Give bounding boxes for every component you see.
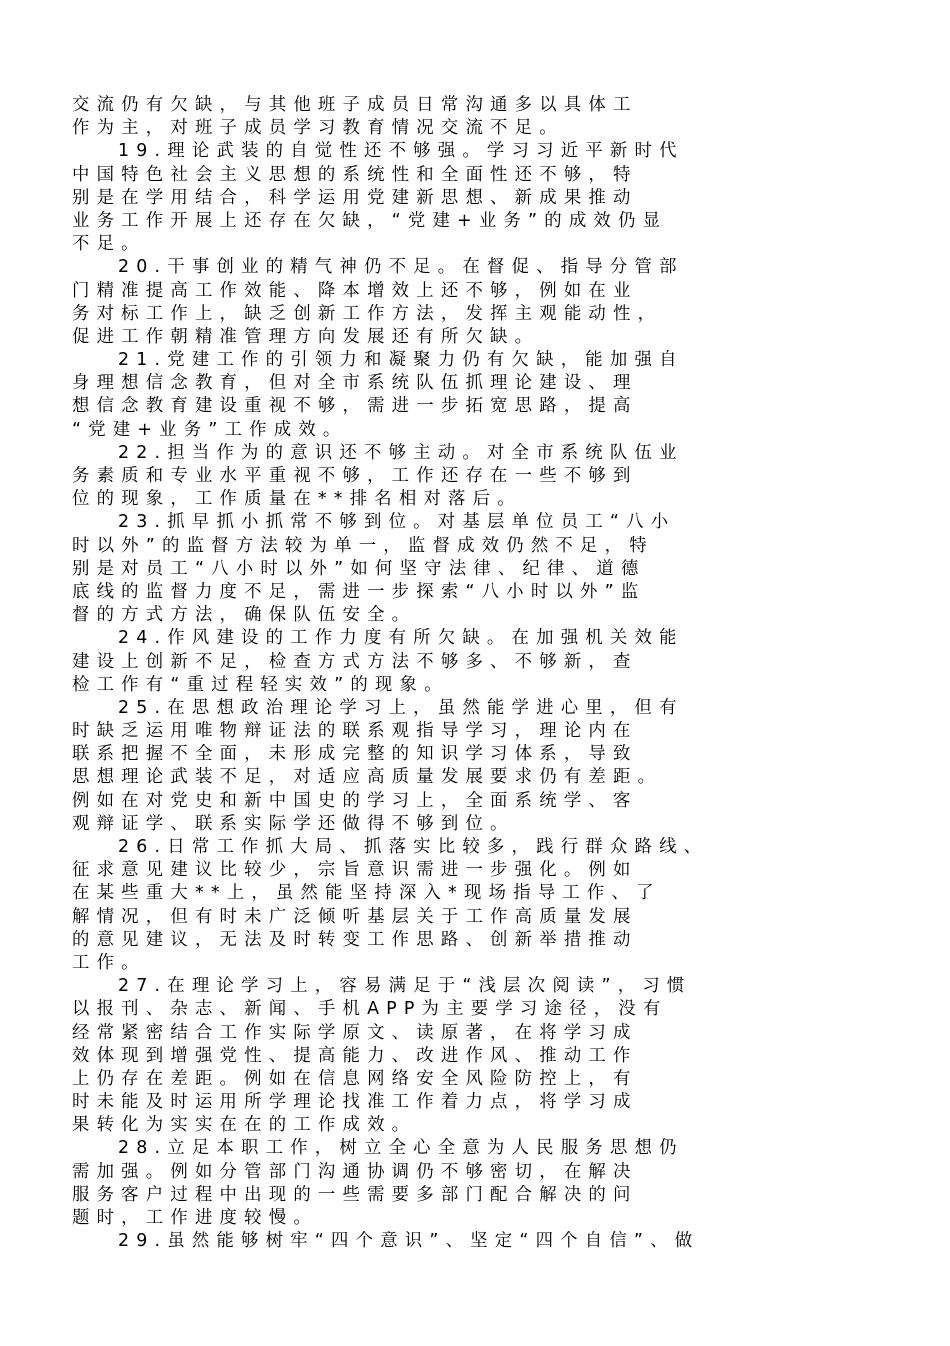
paragraph-line: 交流仍有欠缺，与其他班子成员日常沟通多以具体工	[72, 95, 638, 115]
paragraph-first-line: 25.在思想政治理论学习上，虽然能学进心里，但有	[118, 697, 684, 718]
paragraph-first-line: 24.作风建设的工作力度有所欠缺。在加强机关效能	[118, 628, 684, 649]
paragraph-first-line: 19.理论武装的自觉性还不够强。学习习近平新时代	[118, 141, 684, 162]
paragraph-first-line: 23.抓早抓小抓常不够到位。对基层单位员工“八小	[118, 512, 676, 533]
paragraph-line: 位的现象，工作质量在**排名相对落后。	[72, 489, 522, 510]
document-page	[72, 94, 864, 1253]
paragraph-first-line: 22.担当作为的意识还不够主动。对全市系统队伍业	[118, 442, 684, 463]
paragraph-first-line: 28.立足本职工作，树立全心全意为人民服务思想仍	[118, 1138, 684, 1159]
paragraph-line: 工作。	[72, 952, 146, 973]
paragraph-line: 督的方式方法，确保队伍安全。	[72, 605, 417, 626]
paragraph-line: 作为主，对班子成员学习教育情况交流不足。	[72, 118, 564, 139]
paragraph-line: 时缺乏运用唯物辩证法的联系观指导学习，理论内在	[72, 721, 638, 742]
paragraph-line: 促进工作朝精准管理方向发展还有所欠缺。	[72, 326, 540, 347]
paragraph-line: 服务客户过程中出现的一些需要多部门配合解决的问	[72, 1184, 638, 1205]
paragraph-first-line: 27.在理论学习上，容易满足于“浅层次阅读”，习惯	[118, 976, 692, 997]
paragraph-line: 题时，工作进度较慢。	[72, 1208, 318, 1228]
paragraph-first-line: 21.党建工作的引领力和凝聚力仍有欠缺，能加强自	[118, 350, 684, 371]
paragraph-first-line: 26.日常工作抓大局、抓落实比较多，践行群众路线、	[118, 837, 709, 857]
paragraph-line: 需加强。例如分管部门沟通协调仍不够密切，在解决	[72, 1161, 638, 1182]
paragraph-first-line: 29.虽然能够树牢“四个意识”、坚定“四个自信”、做	[118, 1231, 700, 1252]
paragraph-line: 别是对员工“八小时以外”如何坚守法律、纪律、道德	[72, 558, 646, 579]
paragraph-line: 不足。	[72, 234, 146, 255]
paragraph-line: 效体现到增强党性、提高能力、改进作风、推动工作	[72, 1045, 638, 1066]
paragraph-first-line: 20.干事创业的精气神仍不足。在督促、指导分管部	[118, 257, 684, 278]
paragraph-line: 建设上创新不足，检查方式方法不够多、不够新，查	[72, 651, 638, 672]
paragraph-line: 身理想信念教育，但对全市系统队伍抓理论建设、理	[72, 373, 638, 394]
paragraph-line: 时以外”的监督方法较为单一，监督成效仍然不足，特	[72, 535, 654, 556]
paragraph-line: 经常紧密结合工作实际学原文、读原著，在将学习成	[72, 1022, 638, 1043]
paragraph-line: 征求意见建议比较少，宗旨意识需进一步强化。例如	[72, 860, 638, 881]
paragraph-line: 务素质和专业水平重视不够，工作还存在一些不够到	[72, 466, 638, 486]
paragraph-line: 果转化为实实在在的工作成效。	[72, 1115, 417, 1136]
paragraph-line: 解情况，但有时未广泛倾听基层关于工作高质量发展	[72, 906, 638, 927]
paragraph-line: 思想理论武装不足，对适应高质量发展要求仍有差距。	[72, 767, 663, 788]
paragraph-line: 时未能及时运用所学理论找准工作着力点，将学习成	[72, 1092, 638, 1113]
paragraph-line: 中国特色社会主义思想的系统性和全面性还不够，特	[72, 164, 638, 185]
paragraph-line: 想信念教育建设重视不够，需进一步拓宽思路，提高	[72, 396, 638, 417]
paragraph-line: 务对标工作上，缺乏创新工作方法，发挥主观能动性，	[72, 303, 663, 324]
paragraph-line: 检工作有“重过程轻实效”的现象。	[72, 674, 449, 695]
paragraph-line: 别是在学用结合，科学运用党建新思想、新成果推动	[72, 187, 638, 208]
paragraph-line: 业务工作开展上还存在欠缺，“党建+业务”的成效仍显	[72, 210, 668, 231]
paragraph-line: 的意见建议，无法及时转变工作思路、创新举措推动	[72, 929, 638, 950]
paragraph-line: 上仍存在差距。例如在信息网络安全风险防控上，有	[72, 1068, 638, 1089]
paragraph-line: “党建+业务”工作成效。	[72, 419, 348, 440]
paragraph-line: 在某些重大**上，虽然能坚持深入*现场指导工作、了	[72, 883, 661, 904]
paragraph-line: 观辩证学、联系实际学还做得不够到位。	[72, 813, 515, 834]
paragraph-line: 底线的监督力度不足，需进一步探索“八小时以外”监	[72, 581, 646, 602]
paragraph-line: 以报刊、杂志、新闻、手机APP为主要学习途径，没有	[72, 999, 668, 1020]
paragraph-line: 联系把握不全面，未形成完整的知识学习体系，导致	[72, 744, 638, 765]
paragraph-line: 门精准提高工作效能、降本增效上还不够，例如在业	[72, 280, 638, 301]
paragraph-line: 例如在对党史和新中国史的学习上，全面系统学、客	[72, 790, 638, 811]
